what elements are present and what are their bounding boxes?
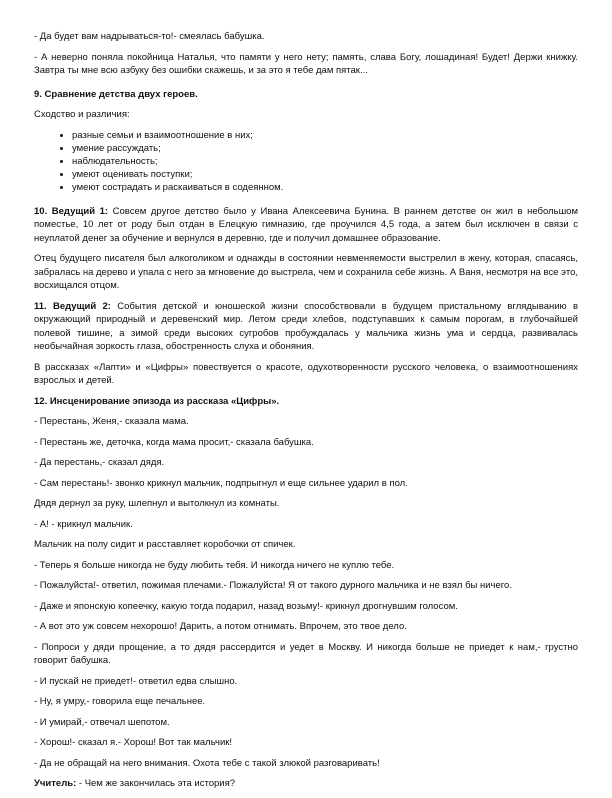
dialogue-line: - И пускай не приедет!- ответил едва слышно.: [34, 675, 238, 687]
dialogue-line: Дядя дернул за руку, шлепнул и вытолкнул из комнаты.: [34, 498, 280, 509]
host-2-label: 11. Ведущий 2:: [34, 300, 111, 312]
section-heading-9: [34, 88, 578, 102]
paragraph-father: Отец будущего писателя был алкоголиком и однажды в состоянии невменяемости выстрелил в жену, которая, спасаясь, забралась на дерево и упала с него за мгновение до выстрела, чем и сохранила себе жизнь. А Ваня, несмотря на все это, восхищался отцом.: [34, 253, 578, 291]
dialogue-line: - Сам перестань!- звонко крикнул мальчик, подпрыгнул и еще сильнее ударил в пол.: [34, 477, 408, 489]
dialogue-line: - Даже и японскую копеечку, какую тогда подарил, назад возьму!- крикнул дрогнувшим голосом.: [34, 600, 458, 612]
list-item: • умеют сострадать и раскаиваться в содеянном.: [72, 181, 578, 194]
dialogue-line: - Да не обращай на него внимания. Охота тебе с такой злюкой разговаривать!: [34, 757, 380, 769]
section-heading-12: [34, 395, 578, 409]
dialogue-line: - Пожалуйста!- ответил, пожимая плечами.- Пожалуйста! Я от такого дурного мальчика и не взял бы ничего.: [34, 580, 512, 591]
dialogue-line: - Перестань, Женя,- сказала мама.: [34, 416, 189, 427]
teacher-label: Учитель:: [34, 778, 77, 789]
heading-12-text: 12. Инсценирование эпизода из рассказа «Цифры».: [34, 395, 280, 407]
list-item: • умение рассуждать;: [72, 142, 578, 155]
dialogue-line: - Перестань же, деточка, когда мама просит,- сказала бабушка.: [34, 436, 314, 448]
dialogue-line: - Да перестань,- сказал дядя.: [34, 457, 165, 468]
host-1-text: Совсем другое детство было у Ивана Алексеевича Бунина. В раннем детстве он жил в небольшом поместье, 10 лет от роду был отдан в Елецкую гимназию, где проучился 4,5 года, а затем был исключен в связи с неуплатой денег за обучение и вернулся в деревню, где и получил домашнее образование.: [34, 205, 579, 244]
dialogue-line: - Попроси у дяди прощение, а то дядя рассердится и уедет в Москву. И никогда больше не приедет к нам,- грустно говорит бабушка.: [34, 641, 578, 666]
list-item: • умеют оценивать поступки;: [72, 168, 578, 181]
list-item: • разные семьи и взаимоотношение в них;: [72, 129, 578, 142]
paragraph-host-2: [34, 300, 578, 354]
host-1-label: 10. Ведущий 1:: [34, 205, 109, 217]
document-page: [34, 30, 578, 798]
dialogue-line: - А вот это уж совсем нехорошо! Дарить, а потом отнимать. Впрочем, это твое дело.: [34, 621, 407, 632]
similarities-title: Сходство и различия:: [34, 109, 130, 120]
dialogue-line: - Теперь я больше никогда не буду любить тебя. И никогда ничего не куплю тебе.: [34, 559, 395, 571]
dialogue-line: - А! - крикнул мальчик.: [34, 518, 133, 530]
list-item: • наблюдательность;: [72, 155, 578, 168]
dialogue-line: - Ну, я умру,- говорила еще печальнее.: [34, 696, 206, 707]
paragraph-intro-1: - Да будет вам надрываться-то!- смеялась бабушка.: [34, 31, 265, 42]
dialogue-line: - Хорош!- сказал я.- Хорош! Вот так мальчик!: [34, 737, 233, 748]
host-2-text: События детской и юношеской жизни способствовали в будущем пристальному вглядыванию в окружающий природный и деревенский мир. Летом среди хлебов, подступавших к самым порогам, в глубочайшей полевой тишине, а зимой среди высоких сугробов пробуждалась у мальчика жизнь ума и сердца, развивалась необычайная зоркость глаза, обостренность слуха и обоняния.: [34, 300, 578, 352]
paragraph-intro-2: - А неверно поняла покойница Наталья, что памяти у него нету; память, слава Богу, лошадиная! Будет! Держи книжку. Завтра ты мне всю азбуку без ошибки скажешь, и за это я тебе дам пятак...: [34, 51, 578, 76]
teacher-text: - Чем же закончилась эта история?: [76, 778, 236, 789]
similarities-list: [34, 129, 578, 194]
teacher-line: [34, 777, 578, 791]
paragraph-stories: В рассказах «Лапти» и «Цифры» повествуется о красоте, одухотворенности русского человека, о взаимоотношениях взрослых и детей.: [34, 361, 578, 386]
dialogue-line: Мальчик на полу сидит и расставляет коробочки от спичек.: [34, 539, 296, 550]
dialogue-line: - И умирай,- отвечал шепотом.: [34, 716, 170, 728]
paragraph-host-1: [34, 205, 578, 246]
heading-9-text: 9. Сравнение детства двух героев.: [34, 88, 198, 100]
